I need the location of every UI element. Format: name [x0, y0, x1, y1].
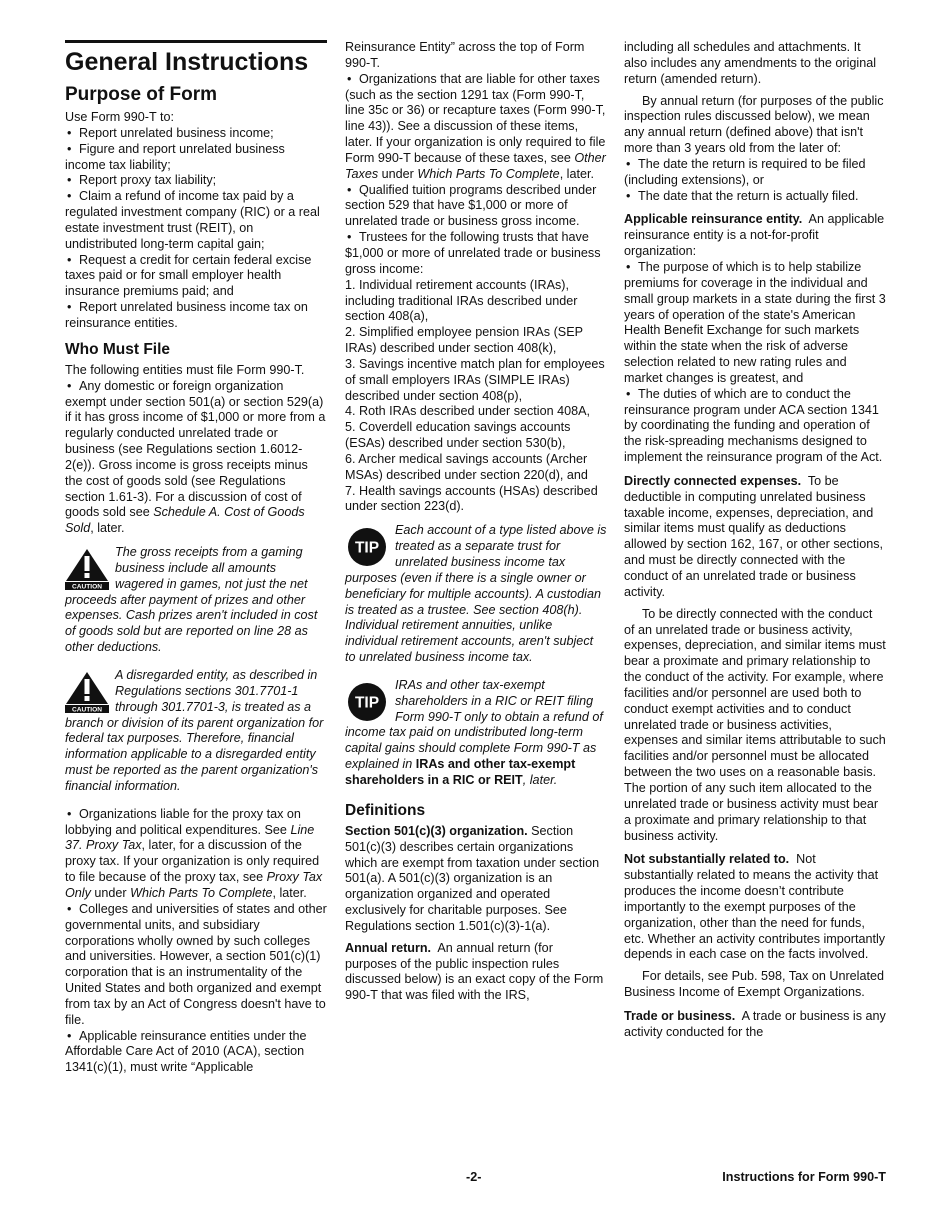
trust-item: 3. Savings incentive match plan for employees of small employers IRAs (SIMPLE IRAs) described under section 408(p), — [345, 356, 605, 403]
def-applicable-reinsurance: Applicable reinsurance entity. An applicable reinsurance entity is a not-for-profit organization: — [624, 212, 885, 259]
def-501c3: Section 501(c)(3) organization. Section 501(c)(3) describes certain organizations which are exempt from taxation under section 501(a). A 501(c)(3) organization is an organization organized and operated exclusively for charitable purposes. See Regulations section 1.501(c)(3)-1(a). — [345, 823, 600, 933]
svg-text:CAUTION: CAUTION — [71, 706, 103, 713]
caution-text: The gross receipts from a gaming business include all amounts wagered in games, not just the net proceeds after payment of prizes and other expenses. Cash prizes aren't included in cost of goods sold but are reported on line 28 as other deductions. — [65, 545, 318, 655]
trust-item: 6. Archer medical savings accounts (Archer MSAs) described under section 220(d), and — [345, 451, 588, 482]
tip-text: Each account of a type listed above is treated as a separate trust for unrelated business income tax purposes (even if there is a single owner or beneficiary for multiple accounts). A custodian is treated as a trustee. See section 408(h). Individual retirement annuities, unlike individual retirement accounts, aren't subject to unrelated business income tax. — [345, 523, 607, 665]
who-bullet-tuition-programs: • Qualified tuition programs described under section 529 that have $1,000 or more of unrelated trade or business gross income. — [345, 183, 607, 231]
pub-598-para: For details, see Pub. 598, Tax on Unrelated Business Income of Exempt Organizations. — [624, 969, 884, 1000]
who-bullet-reinsurance: • Applicable reinsurance entities under the Affordable Care Act of 2010 (ACA), section 1341(c)(1), must write “Applicable — [65, 1029, 327, 1077]
svg-text:CAUTION: CAUTION — [71, 583, 103, 591]
trust-item: 4. Roth IRAs described under section 408A, — [345, 404, 591, 419]
caution-text: A disregarded entity, as described in Regulations sections 301.7701-1 through 301.7701-3, is treated as a branch or division of its parent organization for federal tax purposes. Therefore, financial information applicable to a disregarded entity must be reported as the parent organization's financial information. — [65, 668, 324, 793]
who-bullet-domestic: • Any domestic or foreign organization exempt under section 501(a) or section 529(a) if it has gross income of $1,000 or more from a regularly conducted unrelated trade or business (see Regulations section 1.6012-2(e)). Gross income is gross receipts minus the cost of goods sold (see Regulations section 1.61-3). For a discussion of cost of goods sold see Schedule A. Cost of Goods Sold, later. — [65, 379, 327, 537]
purpose-bullet: • Claim a refund of income tax paid by a regulated investment company (RIC) or a real estate investment trust (REIT), on undistributed long-term capital gain; — [65, 189, 327, 252]
tip-icon — [345, 526, 389, 568]
who-bullet-colleges: • Colleges and universities of states and other governmental units, and subsidiary corporations wholly owned by such colleges and universities. However, a section 501(c)(1) corporation that is an instrumentality of the United States and both organized and exempt from tax by an Act of Congress doesn't have to file. — [65, 902, 327, 1029]
purpose-bullet: • Request a credit for certain federal excise taxes paid or for small employer health insurance premiums paid; and — [65, 253, 327, 301]
trust-item: 5. Coverdell education savings accounts (ESAs) described under section 530(b), — [345, 420, 571, 451]
svg-text:TIP: TIP — [354, 539, 380, 557]
who-must-file-heading: Who Must File — [65, 340, 171, 358]
tip-icon — [345, 681, 389, 723]
purpose-intro: Use Form 990-T to: — [65, 110, 174, 124]
annual-return-continued: including all schedules and attachments. It also includes any amendments to the original return (amended return). — [624, 40, 877, 86]
column-2 — [345, 40, 607, 1004]
reinsurance-bullet: • The purpose of which is to help stabilize premiums for coverage in the individual and small group markets in a state during the first 3 years of operation of the state's American Health Benefit Exchange for such markets within the state when the risk of adverse selection related to new rating rules and market changes is greatest, and — [624, 260, 886, 387]
tip-note-ira-ric-reit — [345, 678, 607, 789]
who-bullet-proxy-tax: • Organizations liable for the proxy tax on lobbying and political expenditures. See Line 37. Proxy Tax, later, for a discussion of the proxy tax. If your organization is only required to file because of the proxy tax, see Proxy Tax Only under Which Parts To Complete, later. — [65, 807, 327, 902]
who-bullet-trustees: • Trustees for the following trusts that have $1,000 or more of unrelated trade or business gross income: — [345, 230, 607, 278]
footer-title: Instructions for Form 990-T — [722, 1170, 886, 1184]
column-1 — [65, 40, 327, 1076]
caution-note-gaming — [65, 545, 327, 656]
who-bullet-other-taxes: • Organizations that are liable for other taxes (such as the section 1291 tax (Form 990-T, line 35c or 36) or recapture taxes (Form 990-T, line 43)). See a discussion of these items, later. If your organization is only required to file Form 990-T because of these taxes, see Other Taxes under Which Parts To Complete, later. — [345, 72, 607, 183]
def-annual-return: Annual return. An annual return (for purposes of the public inspection rules discussed below) is an exact copy of the Form 990-T that was filed with the IRS, — [345, 940, 604, 1003]
directly-connected-para: To be directly connected with the conduct of an unrelated trade or business activity, expenses, depreciation, and similar items must bear a proximate and primary relationship to the conduct of the activity. For example, where facilities and/or personnel are used both to conduct exempt activities and to conduct unrelated trade or business activities, expenses and similar items attributable to such facilities and/or personnel must be allocated between the two uses on a reasonable basis. The portion of any such item allocated to the unrelated trade or business activity must bear a proximate and primary relationship to that business activity. — [624, 606, 886, 843]
annual-return-bullet: • The date the return is required to be filed (including extensions), or — [624, 157, 886, 189]
page-title: General Instructions — [65, 40, 327, 77]
tip-note-accounts — [345, 523, 607, 666]
purpose-bullet: • Figure and report unrelated business income tax liability; — [65, 142, 327, 174]
tip-text: IRAs and other tax-exempt shareholders in a RIC or REIT filing Form 990-T only to obtain a refund of income tax paid on undistributed long-term capital gains should complete Form 990-T as explained in IRAs and other tax-exempt shareholders in a RIC or REIT, later. — [345, 677, 603, 787]
purpose-bullet: • Report proxy tax liability; — [65, 173, 327, 189]
annual-return-para: By annual return (for purposes of the public inspection rules discussed below), we mean any annual return (defined above) that isn't more than 3 years old from the later of: — [624, 93, 884, 156]
definitions-heading: Definitions — [345, 801, 426, 819]
annual-return-bullet: • The date that the return is actually filed. — [624, 189, 886, 205]
caution-icon — [65, 671, 109, 713]
reinsurance-continued: Reinsurance Entity” across the top of Form 990-T. — [345, 40, 585, 70]
caution-note-disregarded-entity — [65, 668, 327, 795]
def-trade-or-business: Trade or business. A trade or business is any activity conducted for the — [624, 1008, 886, 1039]
purpose-bullet: • Report unrelated business income; — [65, 126, 327, 142]
page-number: -2- — [466, 1170, 482, 1184]
def-not-substantially-related: Not substantially related to. Not substantially related to means the activity that produces the income doesn’t contribute importantly to the exempt purposes of the organization, other than the need for funds, etc. Whether an activity contributes importantly depends in each case on the facts involved. — [624, 852, 886, 962]
purpose-heading: Purpose of Form — [65, 84, 218, 105]
caution-icon — [65, 548, 109, 590]
trust-item: 7. Health savings accounts (HSAs) described under section 223(d). — [345, 483, 598, 514]
def-directly-connected: Directly connected expenses. To be deductible in computing unrelated business taxable income, expenses, depreciation, and similar items must qualify as deductions allowed by section 162, 167, or other sections, and must be directly connected with the conduct of an unrelated trade or business activity. — [624, 473, 884, 599]
who-intro: The following entities must file Form 990-T. — [65, 362, 305, 377]
trust-item: 2. Simplified employee pension IRAs (SEP IRAs) described under section 408(k), — [345, 325, 583, 356]
column-3 — [624, 40, 886, 1047]
purpose-bullet: • Report unrelated business income tax on reinsurance entities. — [65, 300, 327, 332]
svg-text:TIP: TIP — [354, 694, 380, 712]
reinsurance-bullet: • The duties of which are to conduct the reinsurance program under ACA section 1341 by coordinating the funding and operation of the risk-spreading mechanisms designed to implement the reinsurance program of the Act. — [624, 387, 886, 466]
trust-item: 1. Individual retirement accounts (IRAs), including traditional IRAs described under section 408(a), — [345, 277, 578, 324]
